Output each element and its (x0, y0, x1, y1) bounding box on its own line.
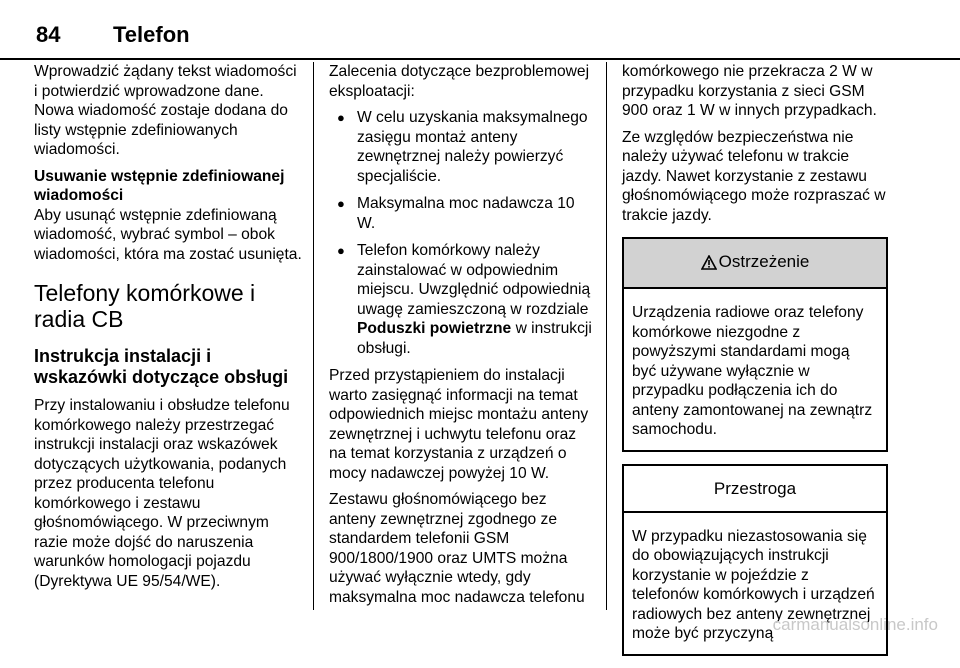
delete-heading: Usuwanie wstępnie zdefiniowanej wiadomości (34, 167, 285, 204)
warning-text: Urządzenia radiowe oraz telefony komórkowe niezgodne z powyższymi standardami mogą być używane wyłącznie w przypadku podłączenia ich do anteny zamontowanej na zewnątrz samochodu. (632, 304, 873, 438)
bullet-icon: ● (337, 196, 345, 211)
caution-text: W przypadku niezastosowania się do obowiązujących instrukcji korzystanie w pojeździe z telefonów komórkowych i urządzeń radiowych bez anteny zewnętrznej może być przyczyną (632, 527, 875, 642)
column-divider (313, 62, 314, 610)
delete-paragraph: Aby usunąć wstępnie zdefiniowaną wiadomość, wybrać symbol – obok wiadomości, która ma zostać usunięta. (34, 206, 302, 263)
bullet-icon: ● (337, 243, 345, 258)
column-divider (606, 62, 607, 610)
caution-title: Przestroga (624, 466, 886, 513)
recommendations-list (329, 108, 597, 358)
recommendations-intro: Zalecenia dotyczące bezproblemowej eksploatacji: (329, 63, 590, 100)
intro-paragraph: Wprowadzić żądany tekst wiadomości i potwierdzić wprowadzone dane. Nowa wiadomość zostaje dodana do listy wstępnie zdefiniowanych wiadomości. (34, 63, 297, 158)
installation-paragraph: Przed przystąpieniem do instalacji warto zasięgnąć informacji na temat odpowiednich miejsc montażu anteny zewnętrznej i uchwytu telefonu oraz na temat korzystania z urządzeń o mocy nadawczej powyżej 10 W. (329, 367, 589, 482)
safety-paragraph: Ze względów bezpieczeństwa nie należy używać telefonu w trakcie jazdy. Nawet korzystanie z zestawu głośnomówiącego może rozpraszać w trakcie jazdy. (622, 128, 886, 224)
watermark: carmanualsonline.info (772, 615, 938, 634)
section-heading: Telefony komórkowe i radia CB (34, 280, 256, 332)
power-paragraph: komórkowego nie przekracza 2 W w przypadku korzystania z sieci GSM 900 oraz 1 W w innych przypadkach. (622, 63, 877, 119)
list-item: ● Telefon komórkowy należy zainstalować w odpowiednim miejscu. Uwzględnić odpowiednią uwagę zamieszczoną w rozdziale Poduszki powietrzne w instrukcji obsługi. (337, 242, 592, 357)
subsection-heading: Instrukcja instalacji i wskazówki dotyczące obsługi (34, 346, 289, 387)
list-item: ● W celu uzyskania maksymalnego zasięgu montaż anteny zewnętrznej należy powierzyć specjaliście. (337, 109, 588, 185)
page-header (0, 0, 960, 62)
body-paragraph: Przy instalowaniu i obsłudze telefonu komórkowego należy przestrzegać instrukcji instalacji oraz wskazówek dotyczących użytkowania, podanych przez producenta telefonu komórkowego i zestawu głośnomówiącego. W przeciwnym razie może dojść do naruszenia warunków homologacji pojazdu (Dyrektywa UE 95/54/WE). (34, 397, 290, 590)
airbag-reference: Poduszki powietrzne (357, 320, 512, 337)
header-rule (0, 58, 960, 60)
list-item: ● Maksymalna moc nadawcza 10 W. (337, 195, 575, 232)
warning-box (622, 237, 888, 452)
column-middle (329, 62, 597, 614)
page-number: 84 (36, 22, 61, 47)
section-title: Telefon (113, 22, 190, 47)
column-left (34, 62, 302, 598)
warning-triangle-icon (701, 254, 717, 276)
column-right (622, 62, 888, 668)
bullet-icon: ● (337, 110, 345, 125)
handsfree-paragraph: Zestawu głośnomówiącego bez anteny zewnętrznej zgodnego ze standardem telefonii GSM 900/1800/1900 oraz UMTS można używać wyłącznie wtedy, gdy maksymalna moc nadawcza telefonu (329, 491, 585, 606)
warning-header (624, 239, 886, 289)
warning-title: Ostrzeżenie (718, 252, 810, 271)
